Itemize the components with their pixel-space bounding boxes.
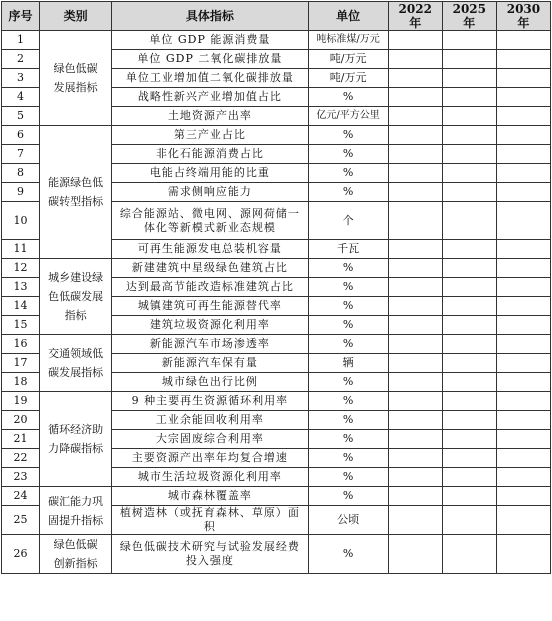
value-cell-2022[interactable] bbox=[388, 411, 442, 430]
value-cell-2025[interactable] bbox=[442, 392, 496, 411]
value-cell-2025[interactable] bbox=[442, 259, 496, 278]
value-cell-2030[interactable] bbox=[496, 506, 550, 535]
category-cell: 城乡建设绿 色低碳发展 指标 bbox=[40, 259, 112, 335]
value-cell-2022[interactable] bbox=[388, 392, 442, 411]
value-cell-2030[interactable] bbox=[496, 240, 550, 259]
indicator-cell: 可再生能源发电总装机容量 bbox=[112, 240, 308, 259]
category-cell: 交通领域低 碳发展指标 bbox=[40, 335, 112, 392]
category-cell: 绿色低碳 发展指标 bbox=[40, 31, 112, 126]
header-unit: 单位 bbox=[308, 2, 388, 31]
category-cell: 绿色低碳 创新指标 bbox=[40, 535, 112, 574]
value-cell-2025[interactable] bbox=[442, 506, 496, 535]
row-number: 16 bbox=[2, 335, 40, 354]
value-cell-2030[interactable] bbox=[496, 88, 550, 107]
value-cell-2022[interactable] bbox=[388, 430, 442, 449]
row-number: 26 bbox=[2, 535, 40, 574]
value-cell-2030[interactable] bbox=[496, 107, 550, 126]
value-cell-2030[interactable] bbox=[496, 535, 550, 574]
value-cell-2022[interactable] bbox=[388, 449, 442, 468]
unit-cell: % bbox=[308, 297, 388, 316]
row-number: 7 bbox=[2, 145, 40, 164]
row-number: 25 bbox=[2, 506, 40, 535]
indicator-cell: 城市生活垃圾资源化利用率 bbox=[112, 468, 308, 487]
unit-cell: % bbox=[308, 278, 388, 297]
indicator-cell: 单位 GDP 能源消费量 bbox=[112, 31, 308, 50]
value-cell-2030[interactable] bbox=[496, 183, 550, 202]
row-number: 11 bbox=[2, 240, 40, 259]
value-cell-2030[interactable] bbox=[496, 278, 550, 297]
unit-cell: % bbox=[308, 449, 388, 468]
value-cell-2025[interactable] bbox=[442, 535, 496, 574]
indicator-cell: 战略性新兴产业增加值占比 bbox=[112, 88, 308, 107]
indicator-cell: 综合能源站、微电网、源网荷储一体化等新模式新业态规模 bbox=[112, 202, 308, 240]
indicator-cell: 植树造林（或抚育森林、草原）面积 bbox=[112, 506, 308, 535]
indicator-cell: 单位工业增加值二氧化碳排放量 bbox=[112, 69, 308, 88]
value-cell-2030[interactable] bbox=[496, 392, 550, 411]
unit-cell: % bbox=[308, 535, 388, 574]
unit-cell: 吨/万元 bbox=[308, 50, 388, 69]
value-cell-2022[interactable] bbox=[388, 107, 442, 126]
indicator-cell: 新建建筑中星级绿色建筑占比 bbox=[112, 259, 308, 278]
unit-cell: % bbox=[308, 373, 388, 392]
value-cell-2030[interactable] bbox=[496, 259, 550, 278]
value-cell-2030[interactable] bbox=[496, 69, 550, 88]
value-cell-2022[interactable] bbox=[388, 297, 442, 316]
row-number: 23 bbox=[2, 468, 40, 487]
value-cell-2030[interactable] bbox=[496, 145, 550, 164]
value-cell-2022[interactable] bbox=[388, 164, 442, 183]
unit-cell: % bbox=[308, 411, 388, 430]
value-cell-2022[interactable] bbox=[388, 316, 442, 335]
header-category: 类别 bbox=[40, 2, 112, 31]
value-cell-2025[interactable] bbox=[442, 316, 496, 335]
indicator-cell: 城市绿色出行比例 bbox=[112, 373, 308, 392]
value-cell-2025[interactable] bbox=[442, 50, 496, 69]
row-number: 5 bbox=[2, 107, 40, 126]
row-number: 15 bbox=[2, 316, 40, 335]
unit-cell: 公顷 bbox=[308, 506, 388, 535]
header-indicator: 具体指标 bbox=[112, 2, 308, 31]
value-cell-2022[interactable] bbox=[388, 50, 442, 69]
unit-cell: % bbox=[308, 430, 388, 449]
value-cell-2022[interactable] bbox=[388, 468, 442, 487]
value-cell-2022[interactable] bbox=[388, 240, 442, 259]
value-cell-2022[interactable] bbox=[388, 126, 442, 145]
row-number: 24 bbox=[2, 487, 40, 506]
row-number: 12 bbox=[2, 259, 40, 278]
value-cell-2030[interactable] bbox=[496, 164, 550, 183]
row-number: 22 bbox=[2, 449, 40, 468]
value-cell-2025[interactable] bbox=[442, 107, 496, 126]
value-cell-2022[interactable] bbox=[388, 88, 442, 107]
value-cell-2030[interactable] bbox=[496, 430, 550, 449]
value-cell-2025[interactable] bbox=[442, 202, 496, 240]
unit-cell: % bbox=[308, 145, 388, 164]
unit-cell: 千瓦 bbox=[308, 240, 388, 259]
value-cell-2025[interactable] bbox=[442, 164, 496, 183]
table-row bbox=[2, 487, 551, 506]
indicator-cell: 需求侧响应能力 bbox=[112, 183, 308, 202]
value-cell-2030[interactable] bbox=[496, 202, 550, 240]
indicator-cell: 新能源汽车保有量 bbox=[112, 354, 308, 373]
value-cell-2022[interactable] bbox=[388, 202, 442, 240]
unit-cell: % bbox=[308, 259, 388, 278]
value-cell-2022[interactable] bbox=[388, 183, 442, 202]
unit-cell: % bbox=[308, 468, 388, 487]
indicator-cell: 城镇建筑可再生能源替代率 bbox=[112, 297, 308, 316]
value-cell-2030[interactable] bbox=[496, 449, 550, 468]
table-row bbox=[2, 31, 551, 50]
unit-cell: % bbox=[308, 335, 388, 354]
value-cell-2022[interactable] bbox=[388, 354, 442, 373]
unit-cell: % bbox=[308, 316, 388, 335]
indicator-cell: 非化石能源消费占比 bbox=[112, 145, 308, 164]
indicator-cell: 绿色低碳技术研究与试验发展经费投入强度 bbox=[112, 535, 308, 574]
unit-cell: 吨标准煤/万元 bbox=[308, 31, 388, 50]
value-cell-2025[interactable] bbox=[442, 183, 496, 202]
value-cell-2025[interactable] bbox=[442, 240, 496, 259]
table-body bbox=[2, 31, 551, 574]
table-row bbox=[2, 335, 551, 354]
row-number: 9 bbox=[2, 183, 40, 202]
unit-cell: % bbox=[308, 126, 388, 145]
indicator-cell: 9 种主要再生资源循环利用率 bbox=[112, 392, 308, 411]
table-row bbox=[2, 126, 551, 145]
row-number: 19 bbox=[2, 392, 40, 411]
value-cell-2025[interactable] bbox=[442, 278, 496, 297]
value-cell-2025[interactable] bbox=[442, 88, 496, 107]
value-cell-2025[interactable] bbox=[442, 487, 496, 506]
unit-cell: % bbox=[308, 164, 388, 183]
row-number: 3 bbox=[2, 69, 40, 88]
value-cell-2030[interactable] bbox=[496, 335, 550, 354]
row-number: 8 bbox=[2, 164, 40, 183]
indicator-cell: 达到最高节能改造标准建筑占比 bbox=[112, 278, 308, 297]
value-cell-2030[interactable] bbox=[496, 354, 550, 373]
value-cell-2022[interactable] bbox=[388, 145, 442, 164]
indicator-cell: 新能源汽车市场渗透率 bbox=[112, 335, 308, 354]
value-cell-2022[interactable] bbox=[388, 487, 442, 506]
row-number: 13 bbox=[2, 278, 40, 297]
row-number: 4 bbox=[2, 88, 40, 107]
indicator-cell: 大宗固废综合利用率 bbox=[112, 430, 308, 449]
indicator-table bbox=[1, 1, 551, 574]
value-cell-2022[interactable] bbox=[388, 335, 442, 354]
row-number: 20 bbox=[2, 411, 40, 430]
row-number: 17 bbox=[2, 354, 40, 373]
row-number: 2 bbox=[2, 50, 40, 69]
row-number: 6 bbox=[2, 126, 40, 145]
value-cell-2025[interactable] bbox=[442, 449, 496, 468]
unit-cell: 辆 bbox=[308, 354, 388, 373]
unit-cell: 吨/万元 bbox=[308, 69, 388, 88]
indicator-cell: 建筑垃圾资源化利用率 bbox=[112, 316, 308, 335]
row-number: 10 bbox=[2, 202, 40, 240]
value-cell-2030[interactable] bbox=[496, 297, 550, 316]
indicator-cell: 城市森林覆盖率 bbox=[112, 487, 308, 506]
header-year-2025: 2025 年 bbox=[442, 2, 496, 31]
indicator-cell: 工业余能回收利用率 bbox=[112, 411, 308, 430]
row-number: 21 bbox=[2, 430, 40, 449]
value-cell-2025[interactable] bbox=[442, 373, 496, 392]
table-row bbox=[2, 392, 551, 411]
value-cell-2025[interactable] bbox=[442, 145, 496, 164]
category-cell: 循环经济助 力降碳指标 bbox=[40, 392, 112, 487]
indicator-cell: 土地资源产出率 bbox=[112, 107, 308, 126]
table-row bbox=[2, 535, 551, 574]
indicator-cell: 单位 GDP 二氧化碳排放量 bbox=[112, 50, 308, 69]
unit-cell: % bbox=[308, 487, 388, 506]
unit-cell: % bbox=[308, 392, 388, 411]
header-year-2030: 2030 年 bbox=[496, 2, 550, 31]
category-cell: 碳汇能力巩 固提升指标 bbox=[40, 487, 112, 535]
header-year-2022: 2022 年 bbox=[388, 2, 442, 31]
value-cell-2025[interactable] bbox=[442, 335, 496, 354]
value-cell-2030[interactable] bbox=[496, 126, 550, 145]
unit-cell: 亿元/平方公里 bbox=[308, 107, 388, 126]
value-cell-2025[interactable] bbox=[442, 430, 496, 449]
value-cell-2025[interactable] bbox=[442, 31, 496, 50]
value-cell-2025[interactable] bbox=[442, 468, 496, 487]
value-cell-2025[interactable] bbox=[442, 126, 496, 145]
value-cell-2030[interactable] bbox=[496, 487, 550, 506]
value-cell-2030[interactable] bbox=[496, 411, 550, 430]
category-cell: 能源绿色低 碳转型指标 bbox=[40, 126, 112, 259]
value-cell-2030[interactable] bbox=[496, 468, 550, 487]
unit-cell: % bbox=[308, 88, 388, 107]
value-cell-2030[interactable] bbox=[496, 50, 550, 69]
indicator-cell: 第三产业占比 bbox=[112, 126, 308, 145]
table-row bbox=[2, 259, 551, 278]
indicator-cell: 电能占终端用能的比重 bbox=[112, 164, 308, 183]
header-row bbox=[2, 2, 551, 31]
value-cell-2022[interactable] bbox=[388, 259, 442, 278]
value-cell-2030[interactable] bbox=[496, 31, 550, 50]
value-cell-2030[interactable] bbox=[496, 316, 550, 335]
value-cell-2022[interactable] bbox=[388, 278, 442, 297]
row-number: 18 bbox=[2, 373, 40, 392]
value-cell-2030[interactable] bbox=[496, 373, 550, 392]
value-cell-2025[interactable] bbox=[442, 297, 496, 316]
row-number: 14 bbox=[2, 297, 40, 316]
value-cell-2025[interactable] bbox=[442, 411, 496, 430]
value-cell-2022[interactable] bbox=[388, 506, 442, 535]
value-cell-2025[interactable] bbox=[442, 69, 496, 88]
value-cell-2022[interactable] bbox=[388, 373, 442, 392]
value-cell-2022[interactable] bbox=[388, 535, 442, 574]
unit-cell: % bbox=[308, 183, 388, 202]
row-number: 1 bbox=[2, 31, 40, 50]
value-cell-2022[interactable] bbox=[388, 69, 442, 88]
unit-cell: 个 bbox=[308, 202, 388, 240]
header-num: 序号 bbox=[2, 2, 40, 31]
value-cell-2025[interactable] bbox=[442, 354, 496, 373]
indicator-cell: 主要资源产出率年均复合增速 bbox=[112, 449, 308, 468]
value-cell-2022[interactable] bbox=[388, 31, 442, 50]
